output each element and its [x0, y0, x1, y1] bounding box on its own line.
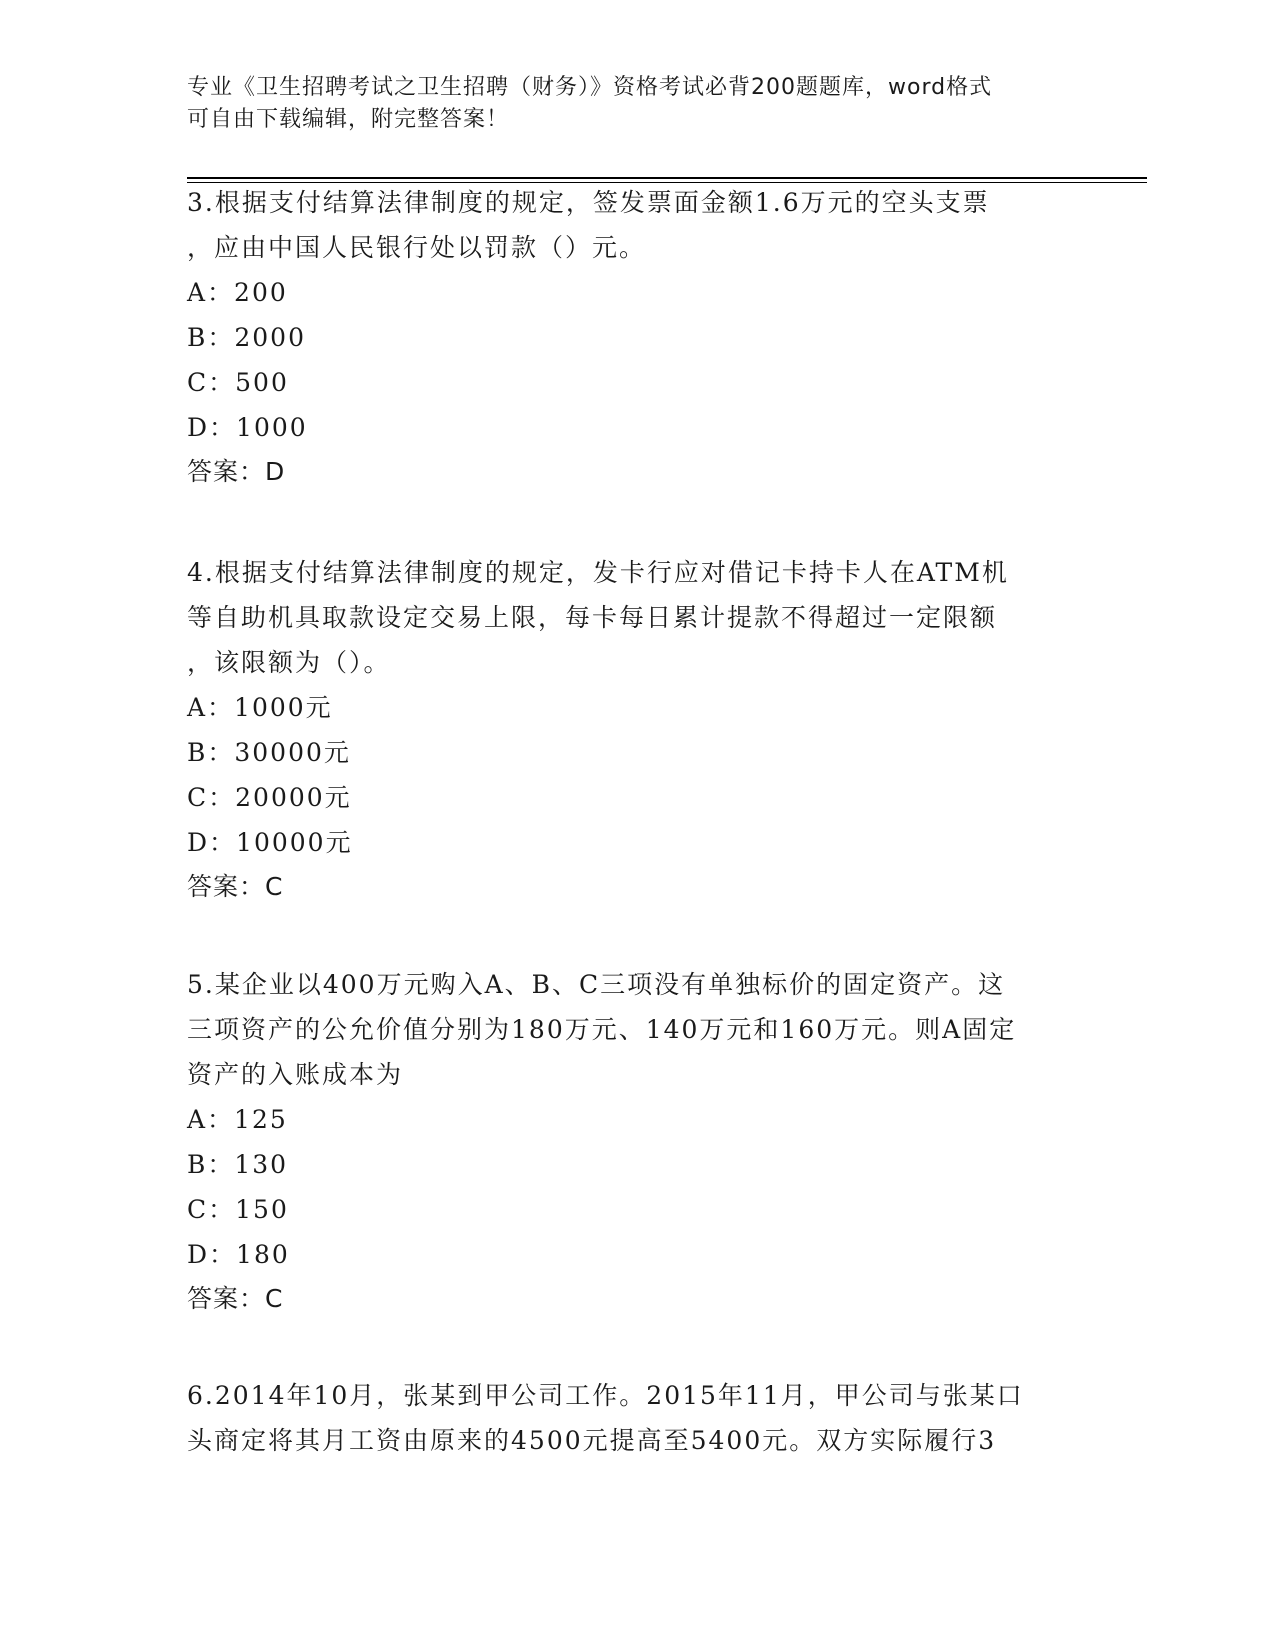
option-d: D：180	[187, 1240, 290, 1269]
option-b: B：30000元	[187, 738, 351, 767]
question-stem-line: 资产的入账成本为	[187, 1060, 404, 1089]
option-a: A：200	[187, 278, 288, 307]
question-stem-line: 6.2014年10月，张某到甲公司工作。2015年11月，甲公司与张某口	[187, 1381, 1024, 1410]
option-d: D：1000	[187, 413, 308, 442]
answer: 答案：C	[187, 872, 284, 901]
option-c: C：20000元	[187, 783, 352, 812]
option-b: B：130	[187, 1150, 289, 1179]
header-line-2: 可自由下载编辑，附完整答案！	[187, 107, 510, 132]
option-b: B：2000	[187, 323, 306, 352]
option-d: D：10000元	[187, 828, 353, 857]
question-stem-line: 等自助机具取款设定交易上限，每卡每日累计提款不得超过一定限额	[187, 603, 998, 632]
question-stem-line: 5.某企业以400万元购入A、B、C三项没有单独标价的固定资产。这	[187, 970, 1006, 999]
question-6	[187, 1373, 1067, 1463]
question-stem-line: 3.根据支付结算法律制度的规定，签发票面金额1.6万元的空头支票	[187, 188, 990, 217]
document-header	[187, 72, 1067, 136]
question-stem-line: 头商定将其月工资由原来的4500元提高至5400元。双方实际履行3	[187, 1426, 997, 1455]
option-a: A：1000元	[187, 693, 333, 722]
question-stem-line: ，应由中国人民银行处以罚款（）元。	[187, 233, 647, 262]
question-3	[187, 180, 1067, 494]
question-stem-line: 三项资产的公允价值分别为180万元、140万元和160万元。则A固定	[187, 1015, 1017, 1044]
question-4	[187, 550, 1067, 909]
answer: 答案：C	[187, 1284, 284, 1313]
option-a: A：125	[187, 1105, 288, 1134]
question-stem-line: ，该限额为（）。	[187, 648, 391, 677]
header-divider	[187, 177, 1147, 179]
option-c: C：500	[187, 368, 289, 397]
question-5	[187, 962, 1067, 1321]
answer: 答案：D	[187, 457, 286, 486]
question-stem-line: 4.根据支付结算法律制度的规定，发卡行应对借记卡持卡人在ATM机	[187, 558, 1009, 587]
option-c: C：150	[187, 1195, 289, 1224]
header-line-1: 专业《卫生招聘考试之卫生招聘（财务）》资格考试必背200题题库，word格式	[187, 75, 993, 100]
